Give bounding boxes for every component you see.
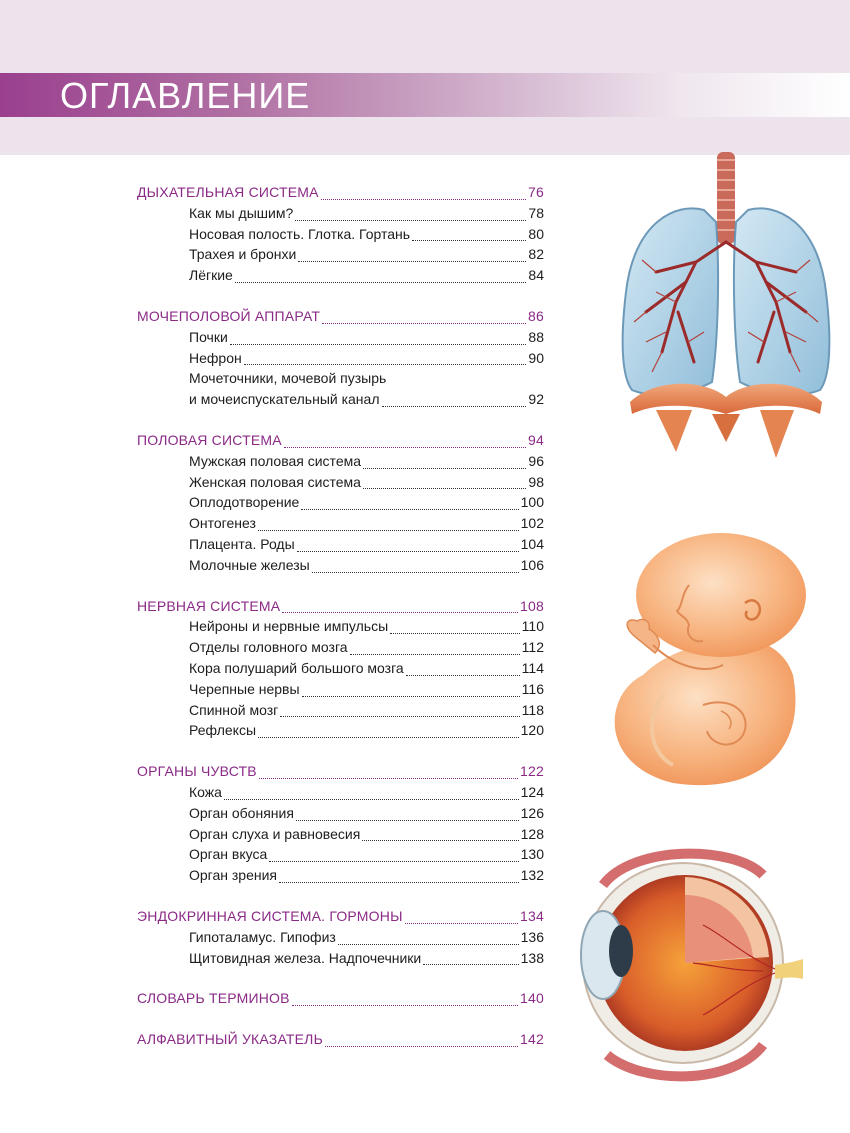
toc-item-label: Кожа bbox=[189, 783, 222, 800]
toc-item[interactable] bbox=[137, 950, 544, 971]
dot-leader bbox=[321, 198, 526, 200]
toc-page-number: 118 bbox=[521, 701, 544, 718]
toc-page-number: 100 bbox=[520, 494, 544, 511]
toc-page-number: 104 bbox=[520, 535, 544, 552]
dot-leader bbox=[325, 1045, 518, 1047]
toc-page-number: 124 bbox=[520, 783, 544, 800]
toc-page-number: 128 bbox=[520, 825, 544, 842]
dot-leader bbox=[295, 219, 526, 221]
toc-item[interactable] bbox=[137, 660, 544, 681]
toc-section bbox=[137, 908, 544, 970]
toc-item-label: Орган зрения bbox=[189, 867, 278, 884]
toc-item-label: и мочеиспускательный канал bbox=[189, 391, 380, 408]
dot-leader bbox=[363, 487, 526, 489]
dot-leader bbox=[405, 922, 518, 924]
dot-leader bbox=[280, 715, 519, 717]
toc-section-title: НЕРВНАЯ СИСТЕМА bbox=[137, 597, 281, 614]
toc-page-number: 112 bbox=[521, 639, 544, 656]
lungs-icon bbox=[616, 152, 836, 464]
toc-item[interactable] bbox=[137, 391, 544, 412]
toc-item-label: Мужская половая система bbox=[189, 452, 362, 469]
toc-item-label: Нефрон bbox=[189, 349, 242, 366]
toc-page-number: 106 bbox=[520, 556, 544, 573]
toc-item-label: Почки bbox=[189, 328, 228, 345]
toc-page-number: 92 bbox=[528, 391, 544, 408]
dot-leader bbox=[297, 550, 519, 552]
toc-section bbox=[137, 990, 544, 1011]
toc-item-label: Отделы головного мозга bbox=[189, 639, 348, 656]
dot-leader bbox=[322, 322, 526, 324]
toc-section-title: ОРГАНЫ ЧУВСТВ bbox=[137, 763, 257, 780]
dot-leader bbox=[363, 467, 526, 469]
toc-page-number: 142 bbox=[520, 1031, 544, 1048]
toc-item[interactable] bbox=[137, 557, 544, 578]
dot-leader bbox=[292, 1004, 518, 1006]
toc-item-label: Лёгкие bbox=[189, 267, 233, 284]
toc-page-number: 86 bbox=[528, 307, 544, 324]
toc-item[interactable] bbox=[137, 784, 544, 805]
toc-item[interactable] bbox=[137, 722, 544, 743]
toc-section-title: СЛОВАРЬ ТЕРМИНОВ bbox=[137, 990, 290, 1007]
toc-item-label: Гипоталамус. Гипофиз bbox=[189, 928, 336, 945]
toc-page-number: 138 bbox=[520, 949, 544, 966]
toc-page-number: 134 bbox=[520, 907, 544, 924]
toc-item[interactable] bbox=[137, 536, 544, 557]
toc-item-label: Рефлексы bbox=[189, 722, 257, 739]
dot-leader bbox=[350, 653, 520, 655]
toc-item-label: Оплодотворение bbox=[189, 494, 300, 511]
fetus-icon bbox=[603, 525, 813, 790]
table-of-contents bbox=[137, 184, 544, 1072]
dot-leader bbox=[258, 736, 519, 738]
toc-item-label: Мочеточники, мочевой пузырь bbox=[189, 370, 387, 387]
toc-item[interactable] bbox=[137, 681, 544, 702]
dot-leader bbox=[301, 508, 518, 510]
dot-leader bbox=[406, 674, 520, 676]
dot-leader bbox=[258, 529, 519, 531]
toc-page-number: 78 bbox=[528, 204, 544, 221]
dot-leader bbox=[259, 777, 518, 779]
toc-page-number: 76 bbox=[528, 184, 544, 200]
dot-leader bbox=[224, 798, 519, 800]
toc-section-title: АЛФАВИТНЫЙ УКАЗАТЕЛЬ bbox=[137, 1031, 323, 1048]
toc-item-label: Щитовидная железа. Надпочечники bbox=[189, 949, 422, 966]
toc-page-number: 114 bbox=[521, 659, 544, 676]
toc-item-label: Трахея и бронхи bbox=[189, 246, 297, 263]
eye-icon bbox=[563, 845, 803, 1085]
dot-leader bbox=[312, 571, 519, 573]
toc-page-number: 130 bbox=[520, 846, 544, 863]
toc-item-label: Кора полушарий большого мозга bbox=[189, 659, 404, 676]
toc-item[interactable] bbox=[137, 846, 544, 867]
toc-item[interactable] bbox=[137, 267, 544, 288]
toc-page-number: 82 bbox=[528, 246, 544, 263]
toc-item[interactable] bbox=[137, 350, 544, 371]
toc-page-number: 94 bbox=[528, 431, 544, 448]
toc-section-heading[interactable] bbox=[137, 308, 544, 329]
toc-item[interactable] bbox=[137, 474, 544, 495]
toc-item[interactable] bbox=[137, 329, 544, 350]
dot-leader bbox=[230, 343, 527, 345]
toc-item[interactable] bbox=[137, 226, 544, 247]
dot-leader bbox=[235, 281, 527, 283]
toc-section-heading[interactable] bbox=[137, 908, 544, 929]
toc-page-number: 90 bbox=[528, 349, 544, 366]
toc-page-number: 108 bbox=[520, 597, 544, 614]
toc-page-number: 110 bbox=[521, 618, 544, 635]
toc-page-number: 102 bbox=[520, 515, 544, 532]
toc-item-label: Орган слуха и равновесия bbox=[189, 825, 361, 842]
toc-section bbox=[137, 1031, 544, 1052]
toc-item[interactable] bbox=[137, 867, 544, 888]
toc-item[interactable] bbox=[137, 205, 544, 226]
dot-leader bbox=[298, 260, 526, 262]
dot-leader bbox=[302, 695, 520, 697]
toc-section-title: МОЧЕПОЛОВОЙ АППАРАТ bbox=[137, 307, 321, 324]
toc-item-label: Онтогенез bbox=[189, 515, 256, 532]
toc-item-label: Молочные железы bbox=[189, 556, 310, 573]
toc-section-title: ЭНДОКРИННАЯ СИСТЕМА. ГОРМОНЫ bbox=[137, 907, 403, 924]
toc-section bbox=[137, 432, 544, 578]
toc-page-number: 132 bbox=[520, 867, 544, 884]
dot-leader bbox=[296, 819, 519, 821]
toc-section-heading[interactable] bbox=[137, 990, 544, 1011]
toc-item[interactable] bbox=[137, 639, 544, 660]
toc-item[interactable] bbox=[137, 929, 544, 950]
dot-leader bbox=[423, 963, 518, 965]
toc-section bbox=[137, 184, 544, 288]
toc-section-heading[interactable] bbox=[137, 763, 544, 784]
toc-section-heading[interactable] bbox=[137, 598, 544, 619]
toc-item[interactable] bbox=[137, 826, 544, 847]
toc-page-number: 98 bbox=[528, 473, 544, 490]
toc-item[interactable] bbox=[137, 370, 544, 391]
toc-section-title: ДЫХАТЕЛЬНАЯ СИСТЕМА bbox=[137, 184, 319, 200]
toc-item-label: Носовая полость. Глотка. Гортань bbox=[189, 225, 411, 242]
toc-section bbox=[137, 308, 544, 412]
toc-page-number: 140 bbox=[520, 990, 544, 1007]
toc-item-label: Орган вкуса bbox=[189, 846, 268, 863]
toc-section-title: ПОЛОВАЯ СИСТЕМА bbox=[137, 431, 282, 448]
toc-page-number: 122 bbox=[520, 763, 544, 780]
toc-page-number: 96 bbox=[528, 452, 544, 469]
toc-page-number: 84 bbox=[528, 267, 544, 284]
toc-page-number: 88 bbox=[528, 328, 544, 345]
toc-page-number: 116 bbox=[521, 680, 544, 697]
dot-leader bbox=[244, 363, 527, 365]
dot-leader bbox=[279, 881, 519, 883]
toc-page-number: 136 bbox=[520, 928, 544, 945]
dot-leader bbox=[382, 405, 527, 407]
toc-item[interactable] bbox=[137, 494, 544, 515]
toc-page-number: 80 bbox=[528, 225, 544, 242]
toc-item-label: Спинной мозг bbox=[189, 701, 279, 718]
toc-section bbox=[137, 763, 544, 888]
toc-item-label: Орган обоняния bbox=[189, 804, 294, 821]
toc-item[interactable] bbox=[137, 515, 544, 536]
toc-section-heading[interactable] bbox=[137, 184, 544, 205]
dot-leader bbox=[284, 446, 526, 448]
toc-page-number: 126 bbox=[520, 804, 544, 821]
dot-leader bbox=[338, 943, 519, 945]
toc-item[interactable] bbox=[137, 453, 544, 474]
toc-page-number: 120 bbox=[520, 722, 544, 739]
dot-leader bbox=[412, 239, 526, 241]
toc-item-label: Как мы дышим? bbox=[189, 204, 294, 221]
dot-leader bbox=[390, 632, 520, 634]
dot-leader bbox=[282, 611, 518, 613]
toc-item-label: Черепные нервы bbox=[189, 680, 300, 697]
toc-item[interactable] bbox=[137, 618, 544, 639]
toc-item-label: Плацента. Роды bbox=[189, 535, 295, 552]
dot-leader bbox=[362, 839, 518, 841]
toc-section-heading[interactable] bbox=[137, 432, 544, 453]
page-title: ОГЛАВЛЕНИЕ bbox=[60, 75, 311, 116]
toc-item[interactable] bbox=[137, 246, 544, 267]
toc-item[interactable] bbox=[137, 702, 544, 723]
toc-item-label: Женская половая система bbox=[189, 473, 361, 490]
toc-section bbox=[137, 598, 544, 744]
toc-item[interactable] bbox=[137, 805, 544, 826]
toc-section-heading[interactable] bbox=[137, 1031, 544, 1052]
dot-leader bbox=[269, 860, 518, 862]
toc-item-label: Нейроны и нервные импульсы bbox=[189, 618, 389, 635]
